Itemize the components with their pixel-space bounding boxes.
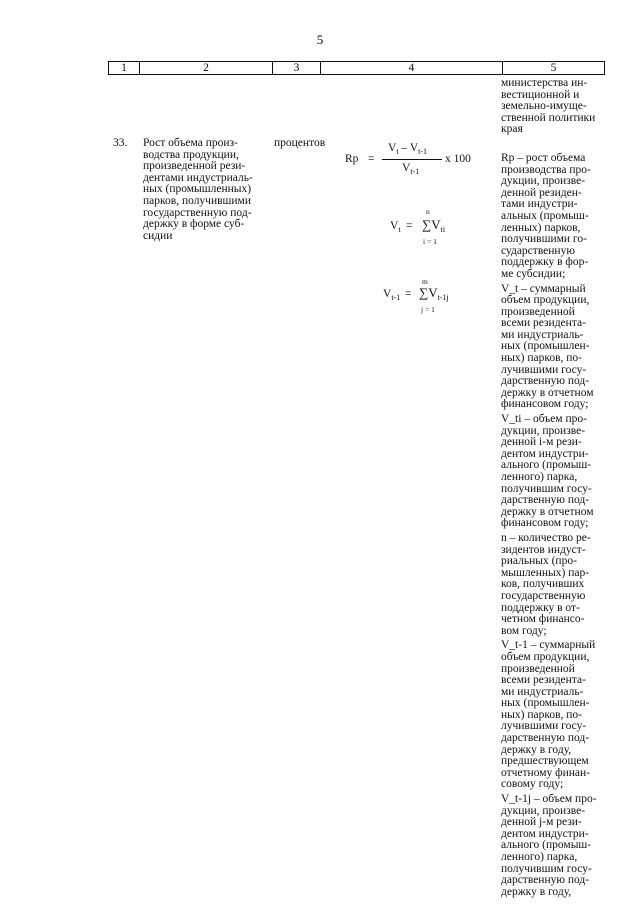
definition-line: получившими го-	[501, 233, 587, 246]
definition-line: отчетному финан-	[501, 766, 590, 779]
definition-line: n – количество ре-	[501, 531, 591, 544]
formula3-lower-limit: j = 1	[421, 305, 435, 314]
definition-line: четном финансо-	[501, 613, 585, 626]
formula2-sum: $\sum V_{ti}$	[422, 217, 446, 234]
continuation-text	[501, 78, 605, 136]
text-line: края	[501, 123, 523, 136]
formula2-upper-limit: n	[426, 207, 430, 216]
definition-line: дентом индустри-	[501, 827, 589, 840]
text-line: дентами индустриаль-	[143, 171, 253, 184]
definition-line: поддержку в фор-	[501, 256, 589, 269]
text-line: парков, получившими	[143, 194, 251, 207]
text-line: государственную под-	[143, 206, 252, 219]
definition-line: всеми резидента-	[501, 674, 586, 687]
text-line: сидии	[143, 229, 173, 242]
definition-line: сударственную	[501, 244, 575, 257]
formula1-equals: =	[368, 153, 375, 165]
definition-line: ального (промыш-	[501, 839, 592, 852]
definition-line: держку в отчетном	[501, 386, 594, 399]
definition-line: финансовом году;	[501, 398, 589, 411]
definition-line: V_t-1 – суммарный	[501, 639, 596, 652]
definition-line: предшествующем	[501, 755, 589, 768]
definition-line: V_t – суммарный	[501, 282, 586, 295]
formula3-lhs: $V_{t-1}$	[383, 288, 401, 302]
definition-line: денной резиден-	[501, 186, 582, 199]
formula1-numerator: $V_t - V_{t-1}$	[388, 142, 428, 156]
definition-line: объем продукции,	[501, 294, 590, 307]
text-line: ных (промышленных)	[143, 183, 252, 196]
column-5-text	[501, 78, 605, 901]
definition-paragraph	[501, 794, 605, 898]
text-line: министерства ин-	[501, 77, 588, 89]
definition-line: дентом индустри-	[501, 447, 589, 460]
definition-line: дукции, произве-	[501, 804, 586, 817]
indicator-name	[143, 138, 253, 242]
definition-line: зидентов индуст-	[501, 543, 586, 556]
definition-line: объем продукции,	[501, 650, 590, 663]
definition-line: финансовом году;	[501, 517, 589, 530]
unit-of-measure: процентов	[274, 137, 326, 149]
column-header-3: 3	[273, 62, 321, 75]
definition-line: ных (промышлен-	[501, 340, 590, 353]
definition-line: дукции, произве-	[501, 175, 586, 188]
formula1-fraction-bar	[382, 159, 442, 160]
definition-line: ков, получивших	[501, 578, 585, 591]
formula1-denominator: $V_{t-1}$	[402, 162, 420, 176]
text-line: вестиционной и	[501, 88, 580, 101]
definition-line: дарственную под-	[501, 732, 590, 745]
definition-line: дарственную под-	[501, 494, 590, 507]
definition-line: произведенной	[501, 305, 575, 318]
text-line: произведенной рези-	[143, 160, 246, 173]
definition-line: ми индустриаль-	[501, 328, 584, 341]
text-line: ственной политики	[501, 111, 596, 124]
text-line: держку в форме суб-	[143, 218, 245, 231]
definition-line: денной i-м рези-	[501, 436, 582, 449]
variable-definitions	[501, 153, 605, 898]
column-header-5: 5	[503, 62, 605, 75]
definition-paragraph	[501, 414, 605, 530]
definition-line: получившим госу-	[501, 862, 592, 875]
definition-line: Rp – рост объема	[501, 151, 586, 164]
formula3-equals: =	[405, 288, 412, 300]
column-header-4: 4	[321, 62, 503, 75]
definition-line: ленных) парков,	[501, 221, 581, 234]
formula2-equals: =	[406, 220, 413, 232]
definition-line: ленного) парка,	[501, 471, 578, 483]
definition-line: получившим госу-	[501, 482, 592, 495]
definition-line: лучившими госу-	[501, 720, 587, 733]
definition-line: всеми резидента-	[501, 317, 586, 330]
formula1-multiplier: x 100	[445, 153, 471, 165]
definition-paragraph	[501, 640, 605, 791]
definition-paragraph	[501, 533, 605, 637]
definition-paragraph	[501, 153, 605, 281]
definition-line: лучившими госу-	[501, 363, 587, 376]
column-header-1: 1	[109, 62, 140, 75]
definition-line: ме субсидии;	[501, 267, 566, 280]
definition-line: совому году;	[501, 778, 564, 791]
definition-line: мышленных) пар-	[501, 566, 590, 579]
formula2-lower-limit: i = 1	[423, 237, 437, 246]
definition-line: вом году;	[501, 624, 547, 637]
definition-line: V_ti – объем про-	[501, 413, 587, 426]
definition-line: ных (промышлен-	[501, 697, 590, 710]
definition-line: ленного) парка,	[501, 851, 578, 863]
text-line: земельно-имуще-	[501, 100, 587, 113]
definition-line: государственную	[501, 589, 586, 602]
definition-paragraph	[501, 284, 605, 412]
formula3-upper-limit: m	[422, 277, 428, 286]
text-line: водства продукции,	[143, 148, 239, 161]
definition-line: риальных (про-	[501, 555, 577, 568]
text-line: Рост объема произ-	[143, 137, 238, 149]
definition-line: дукции, произве-	[501, 424, 586, 437]
definition-line: ных) парков, по-	[501, 352, 583, 365]
page-number: 5	[316, 32, 324, 47]
column-number-header	[108, 61, 605, 75]
column-header-2: 2	[140, 62, 273, 75]
formula3-sum: $\sum V_{t-1j}$	[419, 285, 449, 302]
definition-line: дарственную под-	[501, 874, 590, 887]
formula2-lhs: $V_t$	[390, 220, 401, 234]
definition-line: поддержку в от-	[501, 601, 580, 614]
definition-line: держку в отчетном	[501, 505, 594, 518]
definition-line: денной j-м рези-	[501, 816, 582, 829]
definition-line: произведенной	[501, 662, 575, 675]
definition-line: тами индустри-	[501, 198, 578, 211]
definition-line: ми индустриаль-	[501, 685, 584, 698]
definition-line: дарственную под-	[501, 375, 590, 388]
definition-line: ных) парков, по-	[501, 708, 583, 721]
definition-line: держку в году,	[501, 885, 572, 898]
definition-line: альных (промыш-	[501, 209, 589, 222]
definition-line: V_t-1j – объем про-	[501, 793, 597, 806]
formula1-lhs: Rp	[345, 153, 359, 165]
definition-line: производства про-	[501, 163, 591, 176]
definition-line: держку в году,	[501, 743, 572, 756]
row-number: 33.	[113, 137, 128, 149]
definition-line: ального (промыш-	[501, 459, 592, 472]
